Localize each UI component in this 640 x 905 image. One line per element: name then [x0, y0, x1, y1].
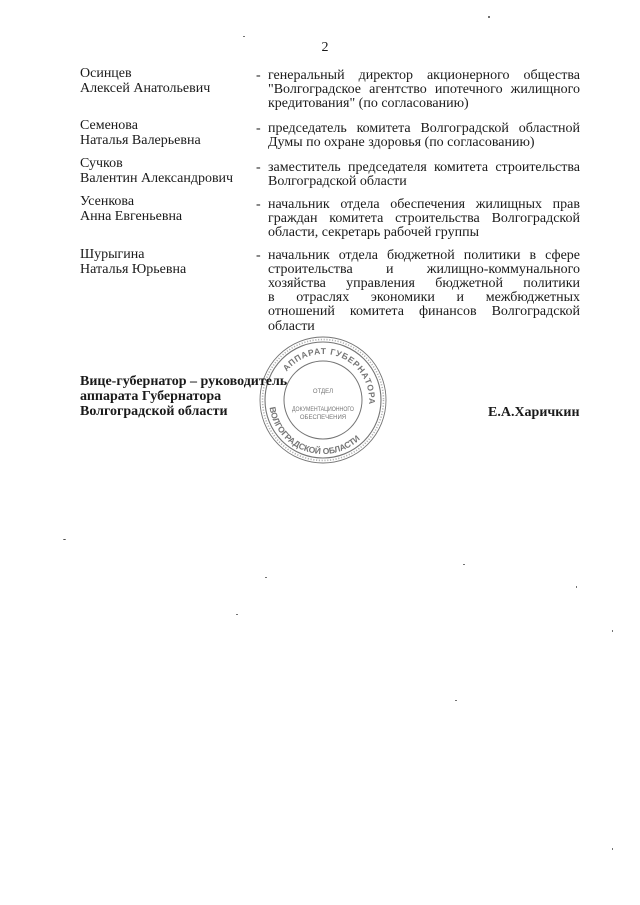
member-surname: Семенова — [80, 118, 138, 133]
member-given-names: Наталья Валерьевна — [80, 132, 201, 148]
role-line: области, секретарь рабочей группы — [268, 224, 479, 240]
scan-speck — [455, 700, 457, 701]
member-role — [268, 198, 580, 241]
member-name — [80, 248, 250, 277]
role-line: граждан комитета строительства Волгоградской — [268, 210, 580, 226]
member-given-names: Наталья Юрьевна — [80, 261, 187, 277]
scan-speck — [488, 16, 490, 18]
official-seal — [253, 330, 393, 470]
seal-outer-dotted-ring — [263, 340, 384, 461]
role-line: председатель комитета Волгоградской областной — [268, 120, 580, 136]
member-given-names: Алексей Анатольевич — [80, 80, 211, 96]
member-role — [268, 122, 580, 150]
role-line: заместитель председателя комитета строительства — [268, 159, 580, 175]
member-name — [80, 157, 250, 186]
member-name — [80, 119, 250, 148]
member-name — [80, 195, 250, 224]
role-line: отношений комитета финансов Волгоградской — [268, 304, 580, 320]
member-surname: Шурыгина — [80, 247, 145, 262]
member-name — [80, 67, 250, 96]
signatory-position-line: Волгоградской области — [80, 404, 228, 419]
member-given-names: Валентин Александрович — [80, 170, 234, 186]
seal-inner-text: ОТДЕЛ — [312, 389, 334, 395]
member-given-names: Анна Евгеньевна — [80, 208, 183, 224]
role-line: "Волгоградское агентство ипотечного жилищного — [268, 82, 580, 98]
member-role — [268, 249, 580, 334]
scan-speck — [612, 848, 613, 850]
role-line: начальник отдела обеспечения жилищных прав — [268, 196, 580, 212]
signatory-position-line: Вице-губернатор – руководитель — [80, 374, 288, 389]
member-role — [268, 161, 580, 189]
seal-inner-text: ОБЕСПЕЧЕНИЯ — [299, 415, 347, 421]
seal-inner-ring — [284, 361, 362, 439]
scan-speck — [63, 539, 66, 540]
scan-speck — [236, 614, 238, 615]
member-surname: Усенкова — [80, 194, 135, 209]
seal-ring-text-top-path: АППАРАТ ГУБЕРНАТОРА — [280, 345, 378, 405]
seal-inner-text: ДОКУМЕНТАЦИОННОГО — [292, 407, 355, 413]
member-surname: Осинцев — [80, 66, 132, 81]
role-line: начальник отдела бюджетной политики в сфере — [268, 247, 580, 263]
role-line: хозяйства управления бюджетной политики — [268, 275, 580, 291]
list-dash: - — [256, 120, 261, 136]
scan-speck — [612, 630, 613, 632]
seal-ring-text-bottom-path: ВОЛГОГРАДСКОЙ ОБЛАСТИ — [267, 405, 362, 457]
page-number: 2 — [321, 40, 329, 55]
role-line: в отраслях экономики и межбюджетных — [268, 290, 580, 306]
signatory-position-line: аппарата Губернатора — [80, 389, 222, 404]
list-dash: - — [256, 247, 261, 263]
scan-speck — [265, 577, 267, 578]
list-dash: - — [256, 68, 261, 83]
list-dash: - — [256, 196, 261, 212]
role-line: Думы по охране здоровья (по согласованию) — [268, 134, 535, 150]
role-line: Волгоградской области — [268, 173, 407, 189]
role-line: кредитования" (по согласованию) — [268, 96, 469, 112]
seal-ring-text-bottom — [267, 406, 361, 456]
role-line: области — [268, 318, 315, 334]
signatory-name: Е.А.Харичкин — [488, 405, 580, 420]
member-surname: Сучков — [80, 156, 123, 171]
scan-speck — [463, 564, 465, 565]
seal-middle-ring — [265, 342, 381, 458]
role-line: генеральный директор акционерного общества — [268, 68, 580, 83]
list-dash: - — [256, 159, 261, 175]
scan-speck — [576, 586, 577, 588]
scan-speck — [243, 36, 245, 37]
role-line: строительства и жилищно-коммунального — [268, 261, 580, 277]
member-role — [268, 69, 580, 112]
